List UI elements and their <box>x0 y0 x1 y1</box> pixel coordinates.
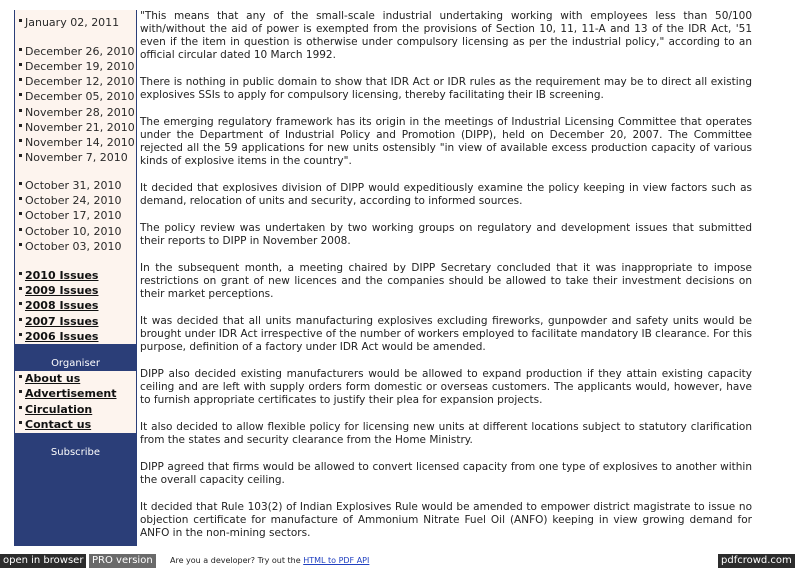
article-body <box>140 10 752 554</box>
advertisement-link[interactable]: Advertisement <box>19 387 117 400</box>
bullet-icon <box>19 287 22 290</box>
bullet-icon <box>19 19 22 22</box>
article-paragraph: It decided that explosives division of DIPP would expeditiously examine the policy keeping in view factors such as demand, relocation of units and security, according to informed sources. <box>140 182 752 207</box>
bullet-icon <box>19 243 22 246</box>
article-paragraph: It decided that Rule 103(2) of Indian Explosives Rule would be amended to empower district magistrate to issue no objection certificate for manufacture of Ammonium Nitrate Fuel Oil (ANFO) keeping in view growing demand for ANFO in the non-mining sectors. <box>140 501 752 539</box>
archive-link-2010-12-26[interactable]: December 26, 2010 <box>19 45 135 58</box>
article-paragraph: DIPP also decided existing manufacturers would be allowed to expand production if they attain existing capacity ceiling and are left with supply orders form domestic or overseas customers. The applicants would, however, have to furnish appropriate certificates to justify their plea for expansion projects. <box>140 368 752 406</box>
archive-link-2011-01-02[interactable]: January 02, 2011 <box>19 16 119 29</box>
archive-link-2010-12-12[interactable]: December 12, 2010 <box>19 75 135 88</box>
bullet-icon <box>19 212 22 215</box>
issues-link-2008[interactable]: 2008 Issues <box>19 299 98 312</box>
bullet-icon <box>19 109 22 112</box>
bullet-icon <box>19 154 22 157</box>
contact-us-link[interactable]: Contact us <box>19 418 91 431</box>
archive-link-2010-11-28[interactable]: November 28, 2010 <box>19 106 135 119</box>
bullet-icon <box>19 124 22 127</box>
subscribe-section[interactable] <box>15 433 136 546</box>
bullet-icon <box>19 333 22 336</box>
bullet-icon <box>19 78 22 81</box>
html-to-pdf-api-link[interactable]: HTML to PDF API <box>303 556 370 565</box>
bullet-icon <box>19 228 22 231</box>
bullet-icon <box>19 197 22 200</box>
archive-link-2010-12-19[interactable]: December 19, 2010 <box>19 60 135 73</box>
bullet-icon <box>19 48 22 51</box>
pdfcrowd-brand[interactable]: pdfcrowd.com <box>718 554 795 568</box>
archive-link-2010-11-07[interactable]: November 7, 2010 <box>19 151 128 164</box>
article-paragraph: DIPP agreed that firms would be allowed to convert licensed capacity from one type of explosives to another within the overall capacity ceiling. <box>140 461 752 486</box>
article-paragraph: The emerging regulatory framework has its origin in the meetings of Industrial Licensing Committee that operates under the Department of Industrial Policy and Promotion (DIPP), held on December 20, 2007. The Committee rejected all the 59 applications for new units ostensibly "in view of available excess production capacity of various kinds of explosive items in the country". <box>140 116 752 167</box>
archive-link-2010-12-05[interactable]: December 05, 2010 <box>19 90 135 103</box>
bullet-icon <box>19 318 22 321</box>
issues-link-2010[interactable]: 2010 Issues <box>19 269 98 282</box>
organiser-heading: Organiser <box>15 344 136 371</box>
article-paragraph: "This means that any of the small-scale industrial undertaking working with employees less than 50/100 with/without the aid of power is exempted from the provisions of Section 10, 11, 11-A and 13 of the IDR Act, '51 even if the item in question is otherwise under compulsory licensing as per the industrial policy," according to an official circular dated 10 March 1992. <box>140 10 752 61</box>
archive-link-2010-10-24[interactable]: October 24, 2010 <box>19 194 122 207</box>
about-us-link[interactable]: About us <box>19 372 80 385</box>
developer-promo: Are you a developer? Try out the HTML to PDF API <box>170 556 370 565</box>
bullet-icon <box>19 139 22 142</box>
archive-link-2010-10-10[interactable]: October 10, 2010 <box>19 225 122 238</box>
article-paragraph: There is nothing in public domain to show that IDR Act or IDR rules as the requirement may be to direct all existing explosives SSIs to apply for compulsory licensing, thereby facilitating their IB screening. <box>140 76 752 101</box>
archive-link-2010-11-14[interactable]: November 14, 2010 <box>19 136 135 149</box>
issues-link-2007[interactable]: 2007 Issues <box>19 315 98 328</box>
bullet-icon <box>19 272 22 275</box>
bullet-icon <box>19 421 22 424</box>
bullet-icon <box>19 93 22 96</box>
sidebar <box>14 10 137 546</box>
archive-link-2010-10-03[interactable]: October 03, 2010 <box>19 240 122 253</box>
archive-link-2010-10-17[interactable]: October 17, 2010 <box>19 209 122 222</box>
subscribe-link[interactable]: Subscribe <box>50 447 101 458</box>
circulation-link[interactable]: Circulation <box>19 403 92 416</box>
archive-link-2010-11-21[interactable]: November 21, 2010 <box>19 121 135 134</box>
pro-version-button[interactable]: PRO version <box>89 554 156 568</box>
bullet-icon <box>19 302 22 305</box>
article-paragraph: The policy review was undertaken by two working groups on regulatory and development issues that submitted their reports to DIPP in November 2008. <box>140 222 752 247</box>
archive-link-2010-10-31[interactable]: October 31, 2010 <box>19 179 122 192</box>
bullet-icon <box>19 406 22 409</box>
issues-link-2009[interactable]: 2009 Issues <box>19 284 98 297</box>
article-paragraph: It was decided that all units manufacturing explosives excluding fireworks, gunpowder and safety units would be brought under IDR Act irrespective of the number of workers employed to facilitate mandatory IB clearance. For this purpose, definition of a factory under IDR Act would be amended. <box>140 315 752 353</box>
pdfcrowd-footer <box>0 553 800 568</box>
bullet-icon <box>19 63 22 66</box>
issues-link-2006[interactable]: 2006 Issues <box>19 330 98 343</box>
bullet-icon <box>19 390 22 393</box>
bullet-icon <box>19 375 22 378</box>
article-paragraph: It also decided to allow flexible policy for licensing new units at different locations subject to statutory clarification from the states and security clearance from the Home Ministry. <box>140 421 752 446</box>
article-paragraph: In the subsequent month, a meeting chaired by DIPP Secretary concluded that it was inappropriate to impose restrictions on grant of new licences and the companies should be allowed to take their investment decisions on their market perceptions. <box>140 262 752 300</box>
open-in-browser-button[interactable]: open in browser <box>0 554 86 568</box>
bullet-icon <box>19 182 22 185</box>
